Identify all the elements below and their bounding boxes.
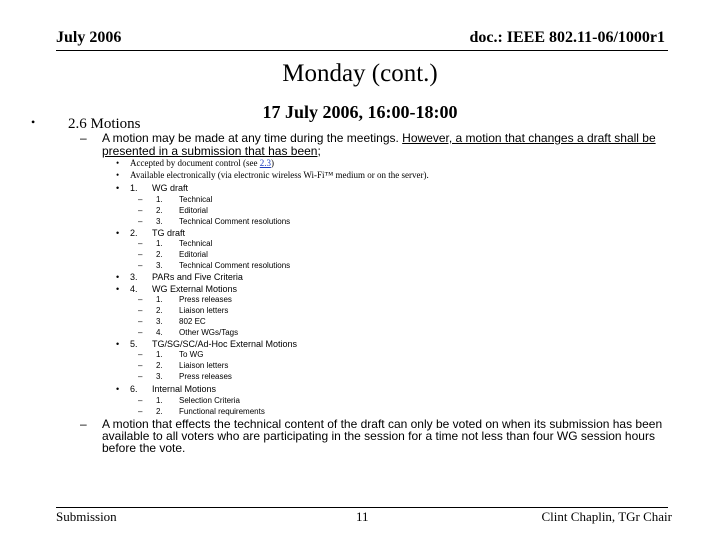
subitem-text: Technical [179,195,213,204]
footer-rule [56,507,668,508]
item-bullet: • [116,339,120,349]
subitem-text: Liaison letters [179,361,229,370]
para1-dash: – [80,131,87,145]
accepted-bullet: • [116,158,120,168]
subitem-dash: – [138,239,143,248]
subitem-text: Press releases [179,295,232,304]
subitem-dash: – [138,372,143,381]
para1-text-underlined-2: presented in a submission that has been [102,144,318,158]
subitem-dash: – [138,407,143,416]
item-bullet: • [116,183,120,193]
para2-dash: – [80,417,87,431]
para2-line3: before the vote. [102,441,186,455]
subitem-dash: – [138,317,143,326]
item-number: 5. [130,339,138,349]
subitem-number: 2. [156,206,163,215]
section-link[interactable]: 2.3 [259,158,271,168]
subitem-text: Technical Comment resolutions [179,261,291,270]
subitem-number: 3. [156,317,163,326]
subitem-number: 1. [156,195,163,204]
footer-page-number: 11 [356,509,369,524]
subitem-dash: – [138,195,143,204]
subitem-text: Liaison letters [179,306,229,315]
subitem-number: 1. [156,350,163,359]
item-label: TG/SG/SC/Ad-Hoc External Motions [152,339,298,349]
item-bullet: • [116,384,120,394]
page-subtitle: 17 July 2006, 16:00-18:00 [262,102,458,122]
subitem-text: Editorial [179,250,208,259]
header-doc-id: doc.: IEEE 802.11-06/1000r1 [469,29,665,46]
subitem-number: 2. [156,250,163,259]
subitem-number: 1. [156,239,163,248]
subitem-dash: – [138,250,143,259]
item-label: TG draft [152,228,186,238]
item-label: WG External Motions [152,284,238,294]
subitem-dash: – [138,328,143,337]
item-label: WG draft [152,183,189,193]
accepted-prefix: Accepted by document control (see [130,158,260,168]
subitem-dash: – [138,217,143,226]
accepted-suffix: ) [270,158,274,168]
page-title: Monday (cont.) [282,60,438,87]
subitem-text: Editorial [179,206,208,215]
item-bullet: • [116,272,120,282]
section-bullet: • [31,115,36,129]
subitem-dash: – [138,295,143,304]
subitem-text: Technical [179,239,213,248]
available-bullet: • [116,170,120,180]
subitem-number: 4. [156,328,163,337]
para2-line1: A motion that effects the technical content of the draft can only be voted on when its submission has been [102,417,663,431]
subitem-number: 3. [156,372,163,381]
header-date: July 2006 [56,29,122,46]
item-number: 6. [130,384,138,394]
subitem-text: Technical Comment resolutions [179,217,291,226]
section-heading: 2.6 Motions [68,116,141,132]
header-rule [56,50,668,51]
item-label: PARs and Five Criteria [152,272,243,282]
para1-text-underlined-1: However, a motion that changes a draft shall be [402,131,656,145]
subitem-number: 1. [156,295,163,304]
item-bullet: • [116,284,120,294]
accepted-line [130,158,274,168]
footer-right: Clint Chaplin, TGr Chair [541,509,672,524]
subitem-text: Selection Criteria [179,396,240,405]
item-label: Internal Motions [152,384,217,394]
subitem-text: To WG [179,350,204,359]
footer-left: Submission [56,509,117,524]
item-number: 1. [130,183,138,193]
item-number: 2. [130,228,138,238]
subitem-number: 3. [156,217,163,226]
item-number: 3. [130,272,138,282]
subitem-number: 2. [156,407,163,416]
subitem-text: Functional requirements [179,407,265,416]
subitem-text: Other WGs/Tags [179,328,239,337]
subitem-dash: – [138,206,143,215]
available-text: Available electronically (via electronic wireless Wi-Fi™ medium or on the server). [130,170,429,180]
subitem-dash: – [138,361,143,370]
para1-line2 [102,144,321,158]
item-number: 4. [130,284,138,294]
subitem-text: Press releases [179,372,232,381]
subitem-dash: – [138,350,143,359]
subitem-dash: – [138,261,143,270]
para1-text-start: A motion may be made at any time during the meetings. [102,131,403,145]
subitem-dash: – [138,306,143,315]
para1-line1 [102,131,656,145]
subitem-text: 802 EC [179,317,206,326]
subitem-number: 3. [156,261,163,270]
subitem-number: 2. [156,361,163,370]
subitem-dash: – [138,396,143,405]
item-bullet: • [116,228,120,238]
para1-text-end: ; [317,144,321,158]
subitem-number: 2. [156,306,163,315]
para2-line2: available to all voters who are participating in the session for a time not less than four WG session hours [102,429,655,443]
subitem-number: 1. [156,396,163,405]
